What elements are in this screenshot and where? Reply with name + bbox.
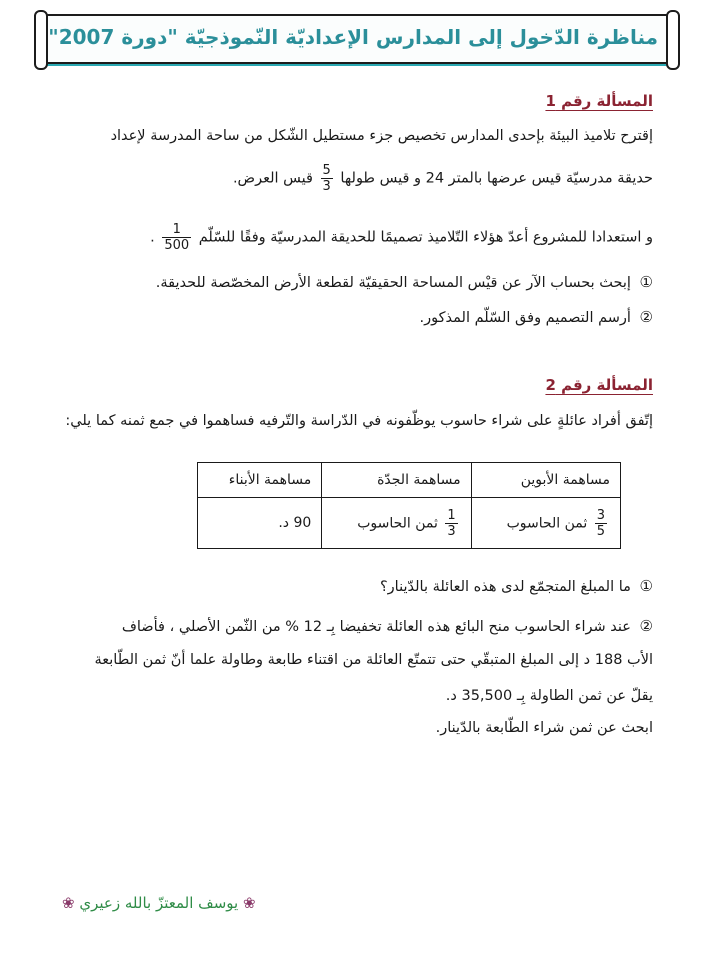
fraction-denominator: 5	[596, 523, 605, 539]
problem1-question2	[50, 307, 653, 328]
fraction-numerator: 1	[447, 507, 456, 523]
fraction-one-third	[445, 508, 457, 539]
author-name: يوسف المعتزّ بالله زعيري	[79, 894, 239, 912]
problem1-line2-after: قيس العرض.	[232, 170, 313, 187]
fraction-scale	[162, 222, 191, 253]
problem2-question2-line2: الأب 188 د إلى المبلغ المتبقّي حتى تتمتّع العائلة من اقتناء طابعة وطاولة علما أنّ ثمن الطّابعة	[94, 652, 653, 668]
cell-grandmother	[322, 498, 471, 549]
problem1-question2-text: أرسم التصميم وفق السّلّم المذكور.	[419, 310, 631, 326]
fraction-five-thirds	[321, 163, 333, 194]
fraction-numerator: 5	[322, 163, 331, 178]
contribution-table	[197, 462, 621, 549]
problem2-question2-line1	[50, 616, 653, 637]
header-parents: مساهمة الأبوين	[471, 463, 620, 498]
problem2-question2-line4: ابحث عن ثمن شراء الطّابعة بالدّينار.	[435, 720, 653, 736]
cell-parents	[471, 498, 620, 549]
circled-one-icon: ①	[639, 577, 653, 595]
fraction-denominator: 3	[447, 523, 456, 539]
table-row	[198, 498, 621, 549]
table-header-row	[198, 463, 621, 498]
flower-icon: ❀	[62, 894, 75, 912]
cell-parents-text: ثمن الحاسوب	[506, 515, 588, 531]
problem2-question2-line3: يقلّ عن ثمن الطاولة بِـ 35,500 د.	[445, 688, 653, 704]
circled-one-icon: ①	[639, 273, 653, 291]
header-children: مساهمة الأبناء	[198, 463, 322, 498]
problem2-question2-text: عند شراء الحاسوب منح البائع هذه العائلة تخفيضا بِـ 12 % من الثّمن الأصلي ، فأضاف	[121, 619, 631, 635]
problem1-line3-after: .	[150, 229, 155, 246]
cell-grandmother-text: ثمن الحاسوب	[357, 515, 438, 531]
fraction-numerator: 1	[162, 222, 191, 238]
page-title: مناظرة الدّخول إلى المدارس الإعداديّة النّموذجيّة "دورة 2007"	[48, 25, 658, 49]
problem2-intro: إتّفق أفراد عائلةٍ على شراء حاسوب يوظّفونه في الدّراسة والتّرفيه فساهموا في جمع ثمنه كما يلي:	[65, 413, 653, 429]
problem1-line2-before: حديقة مدرسيّة قيس عرضها بالمتر 24 و قيس طولها	[340, 170, 653, 187]
flower-icon: ❀	[242, 894, 256, 912]
problem2-question1-text: ما المبلغ المتجمّع لدى هذه العائلة بالدّينار؟	[379, 579, 631, 595]
circled-two-icon: ②	[639, 308, 653, 326]
problem2-question1	[50, 576, 653, 597]
cell-children	[198, 498, 322, 549]
problem1-line3	[50, 222, 653, 253]
problem1-line3-before: و استعدادا للمشروع أعدّ هؤلاء التّلاميذ تصميمًا للحديقة المدرسيّة وفقًا للسّلّم	[198, 229, 653, 246]
fraction-denominator: 3	[322, 179, 331, 194]
problem1-heading: المسألة رقم 1	[545, 92, 653, 110]
fraction-numerator: 3	[596, 507, 605, 523]
cell-children-text: 90 د.	[278, 515, 312, 531]
title-banner	[40, 14, 674, 64]
problem2-heading: المسألة رقم 2	[545, 376, 653, 394]
problem1-question1-text: إبحث بحساب الآر عن قيْس المساحة الحقيقيّة لقطعة الأرض المخصّصة للحديقة.	[155, 275, 631, 291]
fraction-denominator: 500	[164, 238, 190, 253]
problem1-question1	[50, 272, 653, 293]
circled-two-icon: ②	[639, 617, 653, 635]
problem1-line2	[50, 163, 653, 194]
problem1-line1: إقترح تلاميذ البيئة بإحدى المدارس تخصيص جزء مستطيل الشّكل من ساحة المدرسة لإعداد	[110, 128, 653, 144]
fraction-three-fifths	[595, 508, 607, 539]
author-footer	[62, 894, 256, 912]
header-grandmother: مساهمة الجدّة	[322, 463, 471, 498]
